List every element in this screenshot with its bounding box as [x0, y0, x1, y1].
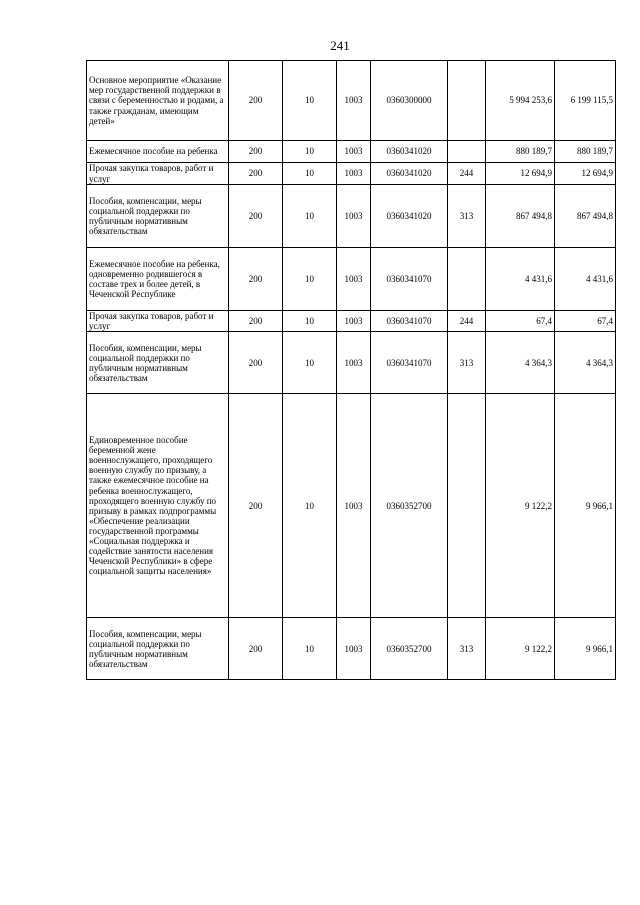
- table-row: [87, 618, 616, 680]
- row-amount-2: 867 494,8: [555, 185, 616, 248]
- row-code-2: 10: [283, 394, 337, 618]
- table-row: [87, 185, 616, 248]
- row-amount-1: 12 694,9: [486, 163, 555, 185]
- row-code-2: 10: [283, 61, 337, 141]
- row-code-2: 10: [283, 248, 337, 311]
- table-row: [87, 248, 616, 311]
- row-amount-2: 9 966,1: [555, 618, 616, 680]
- row-name: Пособия, компенсации, меры социальной поддержки по публичным нормативным обязательствам: [87, 618, 229, 680]
- row-name: Ежемесячное пособие на ребенка: [87, 141, 229, 163]
- row-code-3: 1003: [337, 185, 371, 248]
- row-amount-2: 9 966,1: [555, 394, 616, 618]
- row-code-1: 200: [229, 618, 283, 680]
- row-code-1: 200: [229, 163, 283, 185]
- row-name: Основное мероприятие «Оказание мер государственной поддержки в связи с беременностью и родами, а также гражданам, имеющим детей»: [87, 61, 229, 141]
- row-code-1: 200: [229, 248, 283, 311]
- row-amount-1: 5 994 253,6: [486, 61, 555, 141]
- row-amount-1: 9 122,2: [486, 618, 555, 680]
- row-code-2: 10: [283, 141, 337, 163]
- table-row: [87, 61, 616, 141]
- row-code-3: 1003: [337, 618, 371, 680]
- row-code-4: 0360341070: [371, 248, 448, 311]
- row-code-1: 200: [229, 185, 283, 248]
- row-code-4: 0360352700: [371, 394, 448, 618]
- page-number: 241: [330, 38, 350, 53]
- row-code-5: [448, 394, 486, 618]
- row-amount-2: 4 431,6: [555, 248, 616, 311]
- row-name: Пособия, компенсации, меры социальной поддержки по публичным нормативным обязательствам: [87, 185, 229, 248]
- table-row: [87, 163, 616, 185]
- row-amount-2: 880 189,7: [555, 141, 616, 163]
- table-row: [87, 311, 616, 332]
- row-amount-1: 67,4: [486, 311, 555, 332]
- row-amount-1: 880 189,7: [486, 141, 555, 163]
- table-row: [87, 332, 616, 394]
- table-row: [87, 394, 616, 618]
- row-name: Единовременное пособие беременной жене военнослужащего, проходящего военную службу по призыву, а также ежемесячное пособие на ребенка военнослужащего, проходящего военную службу по призыву в рамках подпрограммы «Обеспечение реализации государственной программы «Социальная поддержка и содействие занятости населения Чеченской Республики» в сфере социальной защиты населения»: [87, 394, 229, 618]
- row-code-5: [448, 61, 486, 141]
- row-code-1: 200: [229, 332, 283, 394]
- table-row: [87, 141, 616, 163]
- row-code-5: [448, 141, 486, 163]
- row-code-4: 0360352700: [371, 618, 448, 680]
- row-code-3: 1003: [337, 163, 371, 185]
- row-code-2: 10: [283, 332, 337, 394]
- row-amount-2: 6 199 115,5: [555, 61, 616, 141]
- row-code-1: 200: [229, 141, 283, 163]
- row-code-5: 313: [448, 332, 486, 394]
- row-amount-1: 4 431,6: [486, 248, 555, 311]
- row-amount-2: 12 694,9: [555, 163, 616, 185]
- row-amount-2: 4 364,3: [555, 332, 616, 394]
- row-code-1: 200: [229, 311, 283, 332]
- row-amount-1: 4 364,3: [486, 332, 555, 394]
- row-name: Прочая закупка товаров, работ и услуг: [87, 163, 229, 185]
- row-amount-1: 867 494,8: [486, 185, 555, 248]
- row-code-3: 1003: [337, 311, 371, 332]
- row-code-5: 244: [448, 311, 486, 332]
- row-code-4: 0360300000: [371, 61, 448, 141]
- row-code-2: 10: [283, 618, 337, 680]
- row-code-2: 10: [283, 163, 337, 185]
- row-name: Прочая закупка товаров, работ и услуг: [87, 311, 229, 332]
- row-code-4: 0360341070: [371, 332, 448, 394]
- row-code-3: 1003: [337, 61, 371, 141]
- row-code-4: 0360341020: [371, 141, 448, 163]
- row-amount-1: 9 122,2: [486, 394, 555, 618]
- budget-table: [86, 60, 616, 680]
- row-code-3: 1003: [337, 394, 371, 618]
- row-code-4: 0360341020: [371, 185, 448, 248]
- row-code-4: 0360341070: [371, 311, 448, 332]
- row-name: Ежемесячное пособие на ребенка, одновременно родившегося в составе трех и более детей, в Чеченской Республике: [87, 248, 229, 311]
- row-code-1: 200: [229, 61, 283, 141]
- row-code-5: [448, 248, 486, 311]
- row-name: Пособия, компенсации, меры социальной поддержки по публичным нормативным обязательствам: [87, 332, 229, 394]
- row-code-2: 10: [283, 185, 337, 248]
- row-amount-2: 67,4: [555, 311, 616, 332]
- row-code-4: 0360341020: [371, 163, 448, 185]
- row-code-5: 313: [448, 185, 486, 248]
- row-code-5: 244: [448, 163, 486, 185]
- row-code-3: 1003: [337, 141, 371, 163]
- row-code-1: 200: [229, 394, 283, 618]
- row-code-3: 1003: [337, 332, 371, 394]
- row-code-5: 313: [448, 618, 486, 680]
- row-code-3: 1003: [337, 248, 371, 311]
- row-code-2: 10: [283, 311, 337, 332]
